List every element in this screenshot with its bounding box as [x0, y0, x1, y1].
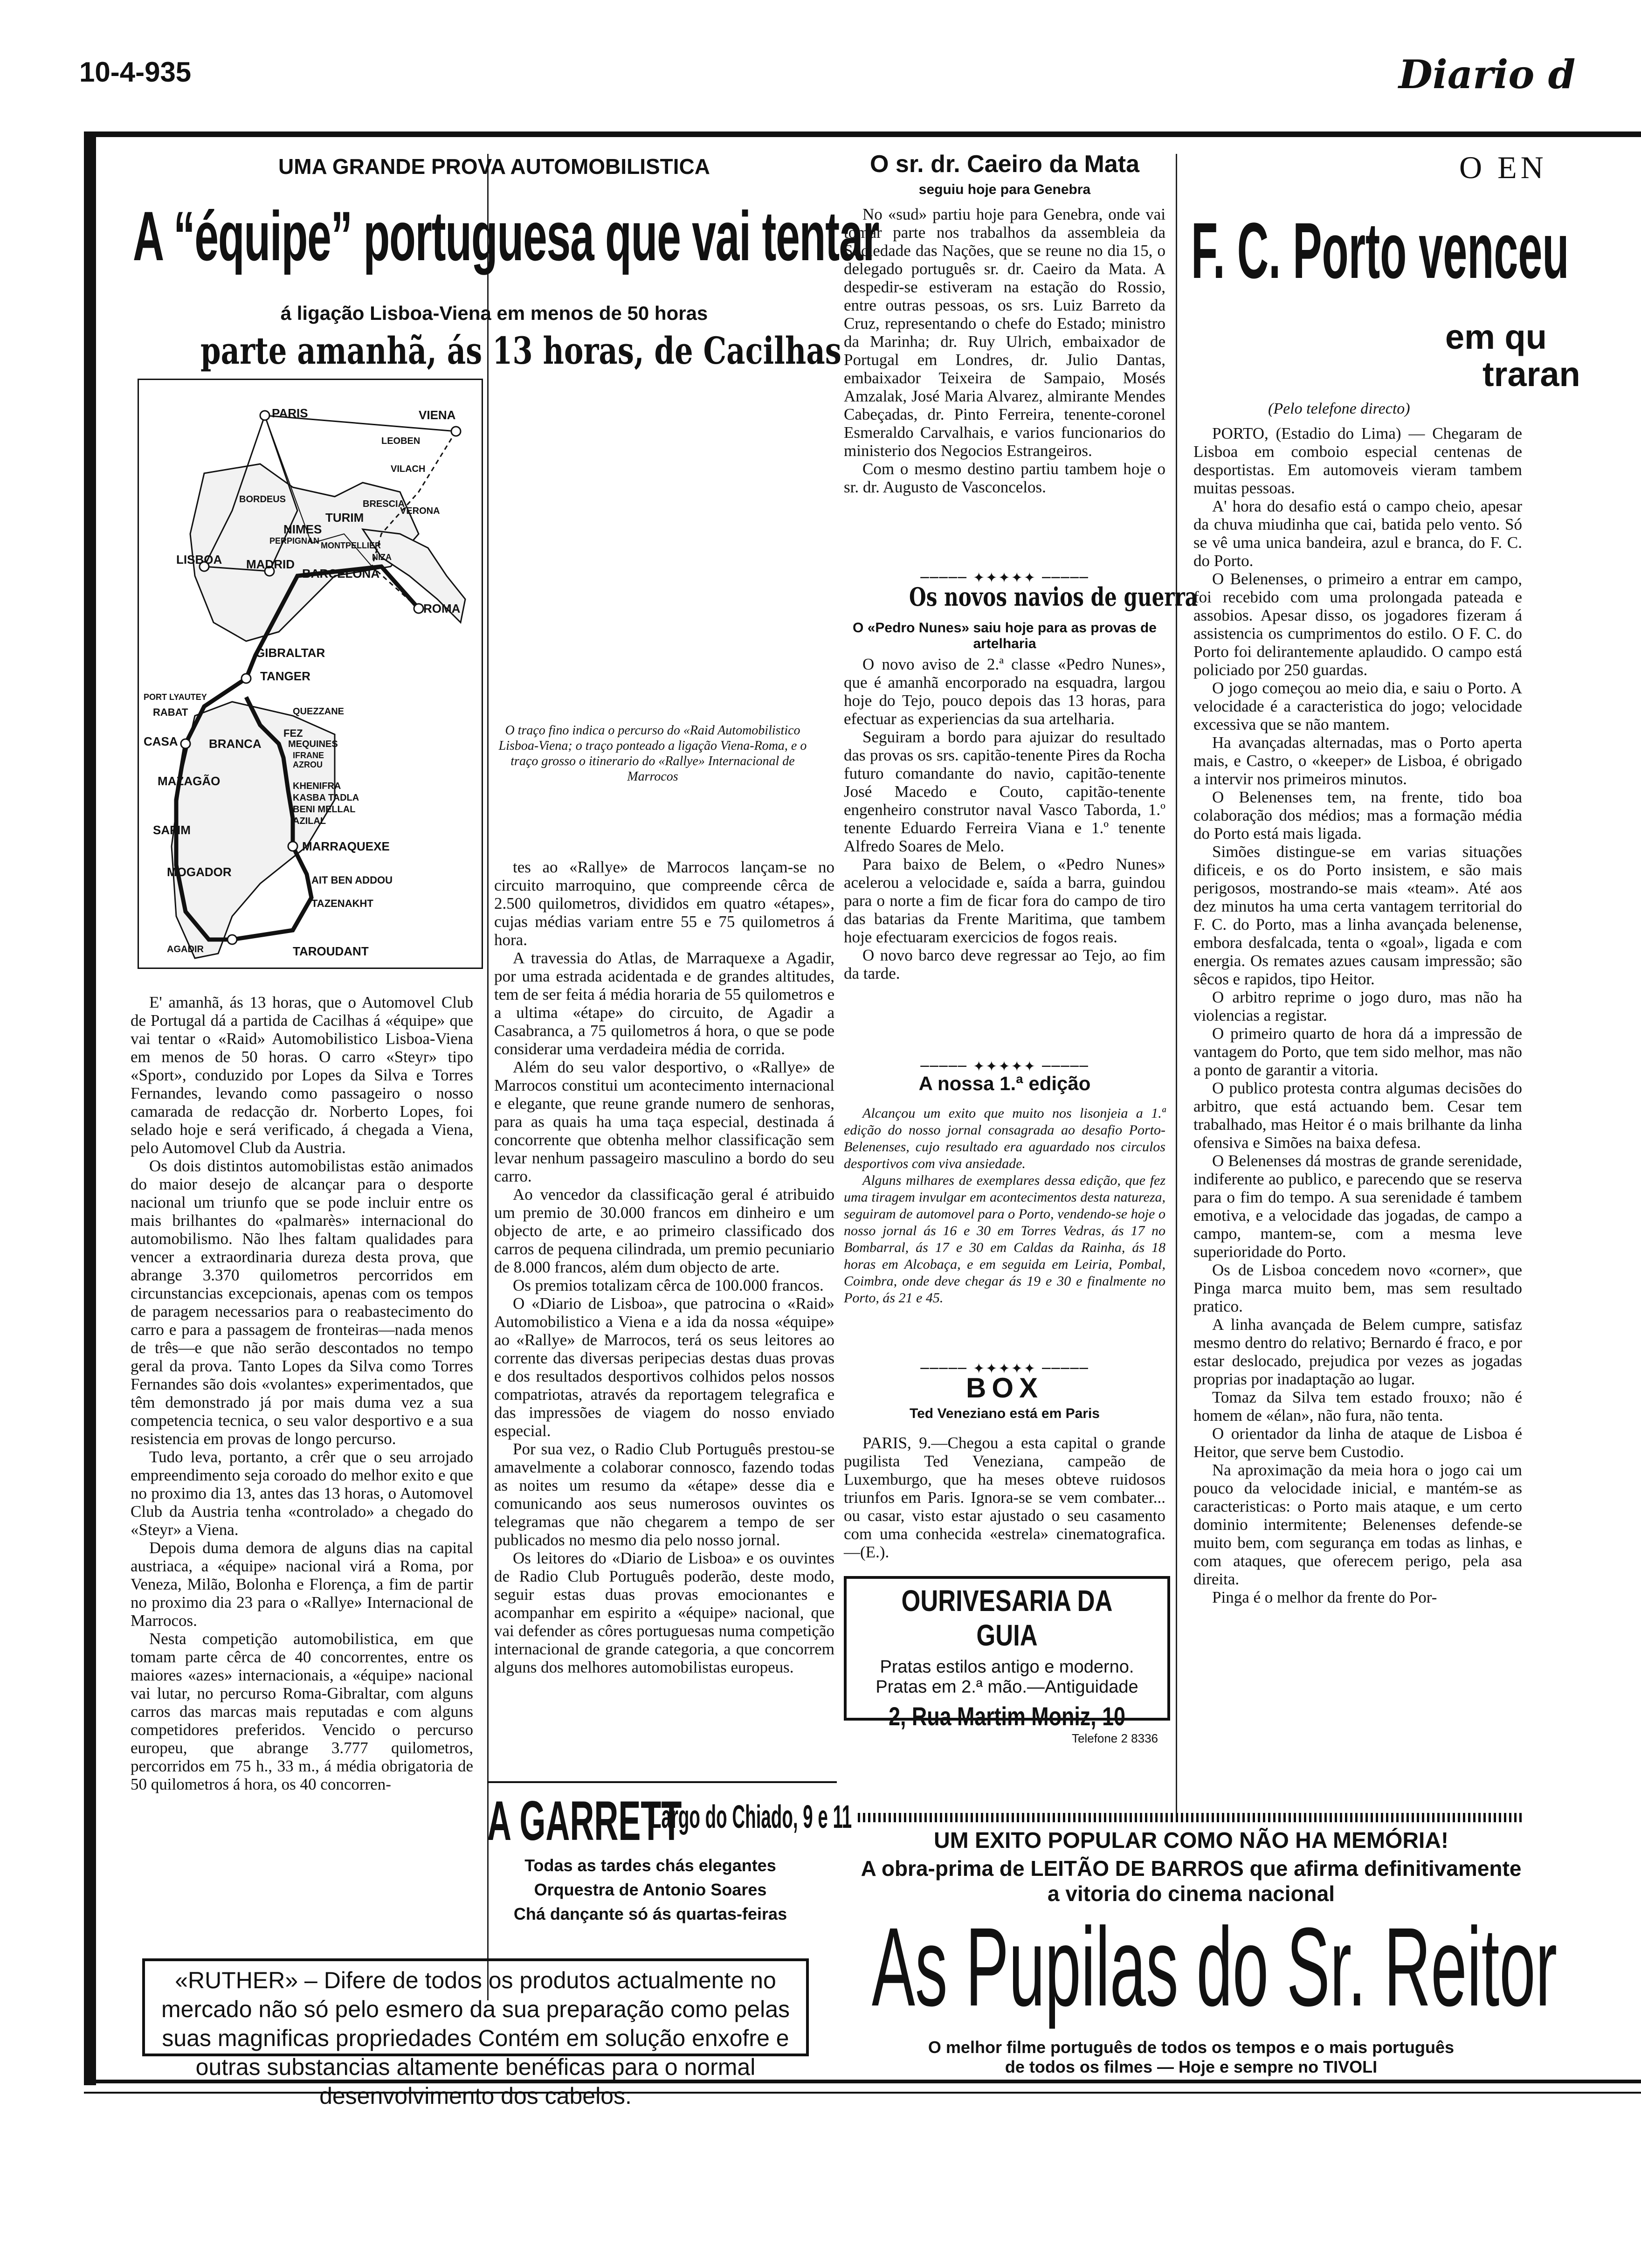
map-label: CASA — [144, 734, 178, 748]
map-label: QUEZZANE — [293, 706, 344, 717]
paragraph: O arbitro reprime o jogo duro, mas não ha violencias a registar. — [1193, 988, 1522, 1024]
caeiro-title: O sr. dr. Caeiro da Mata — [870, 151, 1139, 178]
paragraph: O Belenenses tem, na frente, tido boa colaboração dos médios; mas a formação média do Porto está mais ligada. — [1193, 788, 1522, 843]
map-label: TANGER — [260, 669, 310, 683]
edicao-title: A nossa 1.ª edição — [918, 1072, 1091, 1094]
paragraph: Além do seu valor desportivo, o «Rallye» de Marrocos constitui um acontecimento internacional e elegante, que reune grande numero de senhoras, para as quais ha uma taça especial, destinada á concorrente que obtenha melhor classificação sem levar nenhum passageiro masculino a bordo do seu carro. — [494, 1058, 834, 1185]
navios-subtitle: O «Pedro Nunes» saiu hoje para as provas de artelharia — [853, 620, 1157, 651]
map-label: ROMA — [423, 602, 461, 615]
paragraph: Simões distingue-se em varias situações dificeis, e os do Porto insistem, e são mais perigosos, mostrando-se mais «team». Até aos dez minutos ha uma certa vantagem territorial do F. C. do Porto, mas a linha avançada belenense, embora desfalcada, tenta o «goal», ligada e com energia. Os remates azues causam impressão; são sêcos e rapidos, tipo Heitor. — [1193, 843, 1522, 988]
map-label: IFRANE — [293, 751, 324, 760]
map-label: MOGADOR — [167, 865, 232, 879]
fcporto-body — [1193, 424, 1522, 1791]
caeiro-body — [844, 205, 1165, 496]
paragraph: Por sua vez, o Radio Club Português prestou-se amavelmente a colaborar connosco, fazendo todas as noites um resumo da «étape» desse dia e comunicando aos seus numerosos ouvintes os telegramas que não chegarem a tempo de ser publicados no mesmo dia pelo nosso jornal. — [494, 1440, 834, 1549]
paragraph: A linha avançada de Belem cumpre, satisfaz mesmo dentro do relativo; Bernardo é fraco, e por estar deslocado, prejudica por vezes as jogadas proprias por inadaptação ao lugar. — [1193, 1315, 1522, 1388]
main-subtitle-2: parte amanhã, ás 13 horas, de Cacilhas — [200, 329, 841, 373]
map-label: PERPIGNAN — [269, 536, 320, 546]
map-caption: O traço fino indica o percurso do «Raid Automobilistico Lisboa-Viena; o traço ponteado a ligação Viena-Roma, e o traço grosso o itinerario do «Rallye» Internacional de Marrocos — [498, 723, 807, 784]
bottom-rule-1 — [84, 2080, 1641, 2083]
ruther-ad — [142, 1958, 809, 2109]
paragraph: O jogo começou ao meio dia, e saiu o Porto. A velocidade é a caracteristica do jogo; velocidade excessiva que se não mantem. — [1193, 679, 1522, 733]
map-label: MAZAGÃO — [158, 774, 221, 788]
paragraph: Tudo leva, portanto, a crêr que o seu arrojado empreendimento seja coroado do melhor exito e que no proximo dia 13, antes das 13 horas, o Automovel Club da Austria tenha «controlado» a chegado do «Steyr» a Viena. — [131, 1448, 473, 1539]
paragraph: No «sud» partiu hoje para Genebra, onde vai tomar parte nos trabalhos da assembleia da Sociedade das Nações, que se reune no dia 15, o delegado português sr. dr. Caeiro da Mata. A despedir-se estiveram na estação do Rossio, entre outras pessoas, os srs. Luiz Barreto da Cruz, representando o chefe do Estado; ministro da Marinha; dr. Ruy Ulrich, embaixador de Portugal em Londres, dr. Julio Dantas, embaixador Teixeira de Sampaio, Mosés Amzalak, José Maria Alvarez, almirante Mendes Cabeçadas, dr. Pinto Ferreira, tenente-coronel Esmeraldo Carvalhais, e varios funcionarios do ministerio dos Negocios Estrangeiros. — [844, 205, 1165, 460]
film-title: As Pupilas do Sr. Reitor — [872, 1904, 1558, 2029]
left-margin-bar — [84, 131, 96, 2085]
map-label: VIENA — [419, 408, 456, 422]
paragraph: Ao vencedor da classificação geral é atribuido um premio de 30.000 francos em dinheiro e um objecto de arte, e ao primeiro classificado dos carros de pequena cilindrada, um premio pecuniario de 8.000 francos, além dum objecto de arte. — [494, 1185, 834, 1276]
paragraph: O orientador da linha de ataque de Lisboa é Heitor, que serve bem Custodio. — [1193, 1424, 1522, 1461]
map-label: PORT LYAUTEY — [144, 692, 207, 702]
map-label: TURIM — [325, 511, 364, 525]
fcporto-subtitle-1: em qu — [1445, 318, 1547, 356]
paragraph: tes ao «Rallye» de Marrocos lançam-se no circuito marroquino, que compreende cêrca de 2.500 quilometros, divididos em quatro «étapes», cujas médias variam entre 55 e 75 quilometros á hora. — [494, 858, 834, 949]
map-label: MEQUINES — [288, 739, 338, 749]
garrett-address: Largo do Chiado, 9 e 11 — [650, 1798, 852, 1835]
ourivesaria-line-1: Pratas estilos antigo e moderno. — [880, 1657, 1134, 1677]
paragraph: Os dois distintos automobilistas estão animados do maior desejo de alcançar para o desporte nacional um triunfo que se pode incluir entre os mais brilhantes do «palmarès» internacional do automobilismo. Não lhes faltam qualidades para vencer a extraordinaria dureza desta prova, que abrange 3.370 quilometros percorridos em circunstancias excepcionais, apenas com os tempos de paragem necessarios para o reabastecimento do carro e para a passagem de fronteiras—nada menos de três—e que não serão descontados no tempo geral da prova. Tanto Lopes da Silva como Torres Fernandes são dois «volantes» experimentados, que têm demonstrado já por mais duma vez a sua competencia tecnica, o seu valor desportivo e a sua resistencia em provas de longo percurso. — [131, 1157, 473, 1448]
column-rule-1 — [487, 154, 489, 2000]
paragraph: Tomaz da Silva tem estado frouxo; não é homem de «élan», não fura, não tenta. — [1193, 1388, 1522, 1424]
paragraph: E' amanhã, ás 13 horas, que o Automovel Club de Portugal dá a partida de Cacilhas á «équipe» que vai tentar o «Raid» Automobilistico Lisboa-Viena em menos de 50 horas. O carro «Steyr» tipo «Sport», conduzido por Lopes da Silva e Torres Fernandes, levando como passageiro o nosso camarada de redacção dr. Norberto Lopes, foi selado hoje e será verificado, á chegada a Viena, pelo Automovel Club da Austria. — [131, 993, 473, 1157]
garrett-rule — [487, 1781, 837, 1783]
newspaper-title: Diario d — [1399, 51, 1576, 97]
map-label: GIBRALTAR — [255, 646, 325, 660]
map-label: VILACH — [391, 464, 426, 474]
page-date: 10-4-935 — [79, 56, 192, 88]
paragraph: Pinga é o melhor da frente do Por- — [1212, 1588, 1437, 1606]
main-headline: A “équipe” portuguesa que vai tentar — [133, 197, 879, 275]
main-kicker: UMA GRANDE PROVA AUTOMOBILISTICA — [278, 154, 710, 179]
fcporto-kicker: O EN — [1459, 150, 1547, 185]
ourivesaria-name: OURIVESARIA DA GUIA — [901, 1584, 1113, 1652]
paragraph: Os premios totalizam cêrca de 100.000 francos. — [513, 1276, 824, 1294]
map-label: LISBOA — [176, 553, 222, 567]
paragraph: A travessia do Atlas, de Marraquexe a Agadir, por uma estrada acidentada e de grandes altitudes, tem de ser feita á média horaria de 55 quilometros e a ultima «étape» do circuito, de Agadir a Casabranca, a 75 quilometros á hora, o que se pode considerar uma verdadeira média de corrida. — [494, 949, 834, 1058]
paragraph: O Belenenses dá mostras de grande serenidade, indiferente ao publico, e parecendo que se reserva para o fim do tempo. A sua serenidade é tambem emotiva, e a velocidade das jogadas, de campo a campo, mantem-se, com a mesma leve superioridade do Porto. — [1193, 1152, 1522, 1261]
paragraph: Para baixo de Belem, o «Pedro Nunes» acelerou a velocidade e, saída a barra, guindou para o norte a fim de ficar fora do campo de tiro das batarias da Frente Maritima, que tambem hoje efectuaram exercicios de fogos reais. — [844, 855, 1165, 946]
paragraph: PORTO, (Estadio do Lima) — Chegaram de Lisboa em comboio especial centenas de desportistas. Em automoveis vieram tambem muitas pessoas. — [1193, 424, 1522, 497]
paragraph: PARIS, 9.—Chegou a esta capital o grande pugilista Ted Veneziana, campeão de Luxemburgo, que ha meses obteve ruidosos triunfos em Paris. Ignora-se se vem combater... ou casar, visto estar ajustado o seu casamento com uma conhecida «estrela» cinematografica.—(E.). — [844, 1434, 1165, 1561]
paragraph: O novo barco deve regressar ao Tejo, ao fim da tarde. — [844, 946, 1165, 982]
map-label: BRESCIA — [363, 499, 405, 509]
map-label: MARRAQUEXE — [302, 839, 390, 853]
map-label: RABAT — [153, 706, 188, 718]
film-ad-top-border — [858, 1813, 1524, 1822]
ourivesaria-ad — [844, 1576, 1170, 1745]
map-label: AGADIR — [167, 944, 204, 954]
fcporto-byline: (Pelo telefone directo) — [1268, 400, 1410, 417]
ornament-divider: ───── ✦✦✦✦✦ ───── — [920, 1361, 1089, 1377]
paragraph: O publico protesta contra algumas decisões do arbitro, que está actuando bem. Cesar tem trabalhado, mas Heitor é o mais brilhante da linha ofensiva e Simões na baixa defesa. — [1193, 1079, 1522, 1152]
map-label: BRANCA — [209, 737, 262, 751]
map-label: TAROUDANT — [293, 944, 369, 958]
map-label: LEOBEN — [381, 436, 421, 446]
main-article-col2 — [494, 858, 834, 1753]
garrett-line-3: Chá dançante só ás quartas-feiras — [513, 1904, 787, 1923]
garrett-line-2: Orquestra de Antonio Soares — [534, 1880, 767, 1899]
map-label: NIZA — [372, 553, 392, 562]
paragraph: Ha avançadas alternadas, mas o Porto aperta mais, e Castro, o «keeper» de Lisboa, é obrigado a intervir nos primeiros minutos. — [1193, 733, 1522, 788]
paragraph: Na aproximação da meia hora o jogo cai um pouco da velocidade inicial, e mantém-se as caracteristicas: o Porto mais ataque, e um certo dominio intermitente; Belenenses defende-se muito bem, com segurança em todas as linhas, e com ataques, que oferecem perigo, pela asa direita. — [1193, 1461, 1522, 1588]
map-label: MONTPELLIER — [321, 541, 381, 550]
paragraph: Nesta competição automobilistica, em que tomam parte cêrca de 40 concorrentes, entre os maiores «azes» internacionais, a «équipe» nacional vai lutar, no percurso Roma-Gibraltar, com alguns carros das marcas mais reputadas e com alguns competidores preferidos. Vencido o percurso europeu, que abrange 3.777 quilometros, percorridos em 75 h., 33 m., á média obrigatoria de 50 quilometros á hora, os 40 concorren- — [131, 1630, 473, 1793]
garrett-line-1: Todas as tardes chás elegantes — [524, 1856, 776, 1875]
map-label: BENI MELLAL — [293, 804, 356, 815]
paragraph: Depois duma demora de alguns dias na capital austriaca, a «équipe» nacional virá a Roma, por Veneza, Milão, Bolonha e Florença, a fim de partir no proximo dia 23 para o «Rallye» Internacional de Marrocos. — [131, 1539, 473, 1630]
map-label: KASBA TADLA — [293, 793, 359, 803]
edicao-body — [844, 1105, 1165, 1307]
map-label: VERONA — [400, 506, 440, 516]
paragraph: Alcançou um exito que muito nos lisonjeia a 1.ª edição do nosso jornal consagrada ao desafio Porto-Belenenses, cujo resultado era aguardado nos circulos desportivos com viva ansiedade. — [844, 1106, 1165, 1171]
map-label: FEZ — [283, 727, 303, 739]
paragraph: Os leitores do «Diario de Lisboa» e os ouvintes de Radio Club Português poderão, deste modo, seguir estas duas provas emocionantes e acompanhar em espirito a «équipe» nacional, que vai defender as côres portuguesas numa competição internacional de grande categoria, a que concorrem alguns dos melhores automobilistas europeus. — [494, 1549, 834, 1676]
film-line-2: a vitoria do cinema nacional — [1047, 1881, 1335, 1906]
route-map — [138, 379, 483, 969]
map-label: BARCELONA — [302, 567, 380, 581]
map-label: BORDEUS — [239, 494, 286, 505]
ourivesaria-line-2: Pratas em 2.ª mão.—Antiguidade — [876, 1677, 1138, 1697]
film-line-1: A obra-prima de LEITÃO DE BARROS que afirma definitivamente — [861, 1856, 1522, 1881]
map-label: SAFIM — [153, 823, 191, 837]
garrett-ad — [487, 1777, 852, 1944]
paragraph: Seguiram a bordo para ajuizar do resultado das provas os srs. capitão-tenente Pires da Rocha futuro comandante do navio, capitão-tenente José Macedo e Couto, capitão-tenente engenheiro construtor naval Vasco Taborda, 1.º tenente Eduardo Ferreira Viana e 1.º tenente Alfredo Soares de Melo. — [844, 728, 1165, 855]
film-footer-1: O melhor filme português de todos os tempos e o mais português — [928, 2038, 1455, 2057]
navios-title: Os novos navios de guerra — [909, 582, 1198, 612]
caeiro-subtitle: seguiu hoje para Genebra — [918, 182, 1091, 197]
fcporto-headline: F. C. Porto venceu — [1191, 207, 1569, 295]
bottom-rule-2 — [84, 2092, 1641, 2094]
top-rule — [84, 131, 1641, 137]
paragraph: O primeiro quarto de hora dá a impressão de vantagem do Porto, que tem sido melhor, mas não a ponto de garantir a vitoria. — [1193, 1024, 1522, 1079]
paragraph: O «Diario de Lisboa», que patrocina o «Raid» Automobilistico a Viena e a ida da nossa «équipe» ao «Rallye» de Marrocos, terá os seus leitores ao corrente das diversas peripecias destas duas provas e dos resultados desportivos colhidos pelos nossos compatriotas, através da reportagem telegrafica e das impressões de viagem do nosso enviado especial. — [494, 1294, 834, 1440]
film-footer-2: de todos os filmes — Hoje e sempre no TIVOLI — [1005, 2057, 1378, 2076]
main-subtitle: á ligação Lisboa-Viena em menos de 50 horas — [280, 302, 708, 324]
box-body — [844, 1434, 1165, 1561]
ourivesaria-phone: Telefone 2 8336 — [1071, 1731, 1158, 1745]
ruther-text: «RUTHER» – Difere de todos os produtos actualmente no mercado não só pelo esmero da sua preparação como pelas suas magnificas propriedades Contém em solução enxofre e outras substancias altamente benéficas para o normal desenvolvimento dos cabelos. — [161, 1967, 790, 2109]
main-article-col1 — [131, 993, 473, 1954]
paragraph: Os de Lisboa concedem novo «corner», que Pinga marca muito bem, mas sem resultado pratico. — [1193, 1261, 1522, 1315]
garrett-name: A GARRETT — [487, 1790, 682, 1852]
map-label: AZROU — [293, 760, 323, 769]
map-label: AZILAL — [293, 816, 326, 826]
column-rule-3 — [1176, 154, 1177, 1814]
map-label: MADRID — [246, 557, 295, 571]
ornament-divider: ───── ✦✦✦✦✦ ───── — [920, 570, 1089, 586]
fcporto-subtitle-2: traran — [1482, 355, 1580, 394]
map-label: NIMES — [283, 522, 322, 536]
map-label: AIT BEN ADDOU — [311, 874, 393, 886]
map-label: KHENIFRA — [293, 781, 341, 791]
ornament-divider: ───── ✦✦✦✦✦ ───── — [920, 1058, 1089, 1075]
paragraph: A' hora do desafio está o campo cheio, apesar da chuva miudinha que cai, batida pelo vento. Só se vê uma unica bandeira, azul e branca, do F. C. do Porto. — [1193, 497, 1522, 570]
map-label: TAZENAKHT — [311, 898, 373, 909]
box-title: BOX — [965, 1372, 1044, 1404]
ourivesaria-address: 2, Rua Martim Moniz, 10 — [889, 1701, 1125, 1731]
box-subtitle: Ted Veneziano está em Paris — [910, 1406, 1100, 1421]
film-ad — [858, 1823, 1558, 2076]
paragraph: O novo aviso de 2.ª classe «Pedro Nunes», que é amanhã encorporado na esquadra, largou hoje do Tejo, pouco depois das 13 horas, para efectuar as experiencias da sua artelharia. — [844, 655, 1165, 728]
map-label: PARIS — [272, 406, 308, 420]
navios-body — [844, 655, 1165, 982]
film-kicker: UM EXITO POPULAR COMO NÃO HA MEMÓRIA! — [934, 1828, 1448, 1853]
paragraph: Alguns milhares de exemplares dessa edição, que fez uma tiragem invulgar em acontecimentos desta natureza, seguiram de automovel para o Porto, vendendo-se hoje o nosso jornal ás 16 e 30 em Torres Vedras, ás 17 no Bombarral, ás 17 e 30 em Caldas da Rainha, ás 18 horas em Alcobaça, e em seguida em Leiria, Pombal, Coimbra, onde deve chegar ás 19 e 30 e finalmente no Porto, ás 21 e 45. — [844, 1173, 1165, 1306]
paragraph: O Belenenses, o primeiro a entrar em campo, foi recebido com uma prolongada pateada e assobios. Apesar disso, os jogadores fizeram á assistencia os cumprimentos do estilo. O F. C. do Porto foi delirantemente aplaudido. O campo está policiado por 250 guardas. — [1193, 570, 1522, 679]
paragraph: Com o mesmo destino partiu tambem hoje o sr. dr. Augusto de Vasconcelos. — [844, 460, 1165, 496]
